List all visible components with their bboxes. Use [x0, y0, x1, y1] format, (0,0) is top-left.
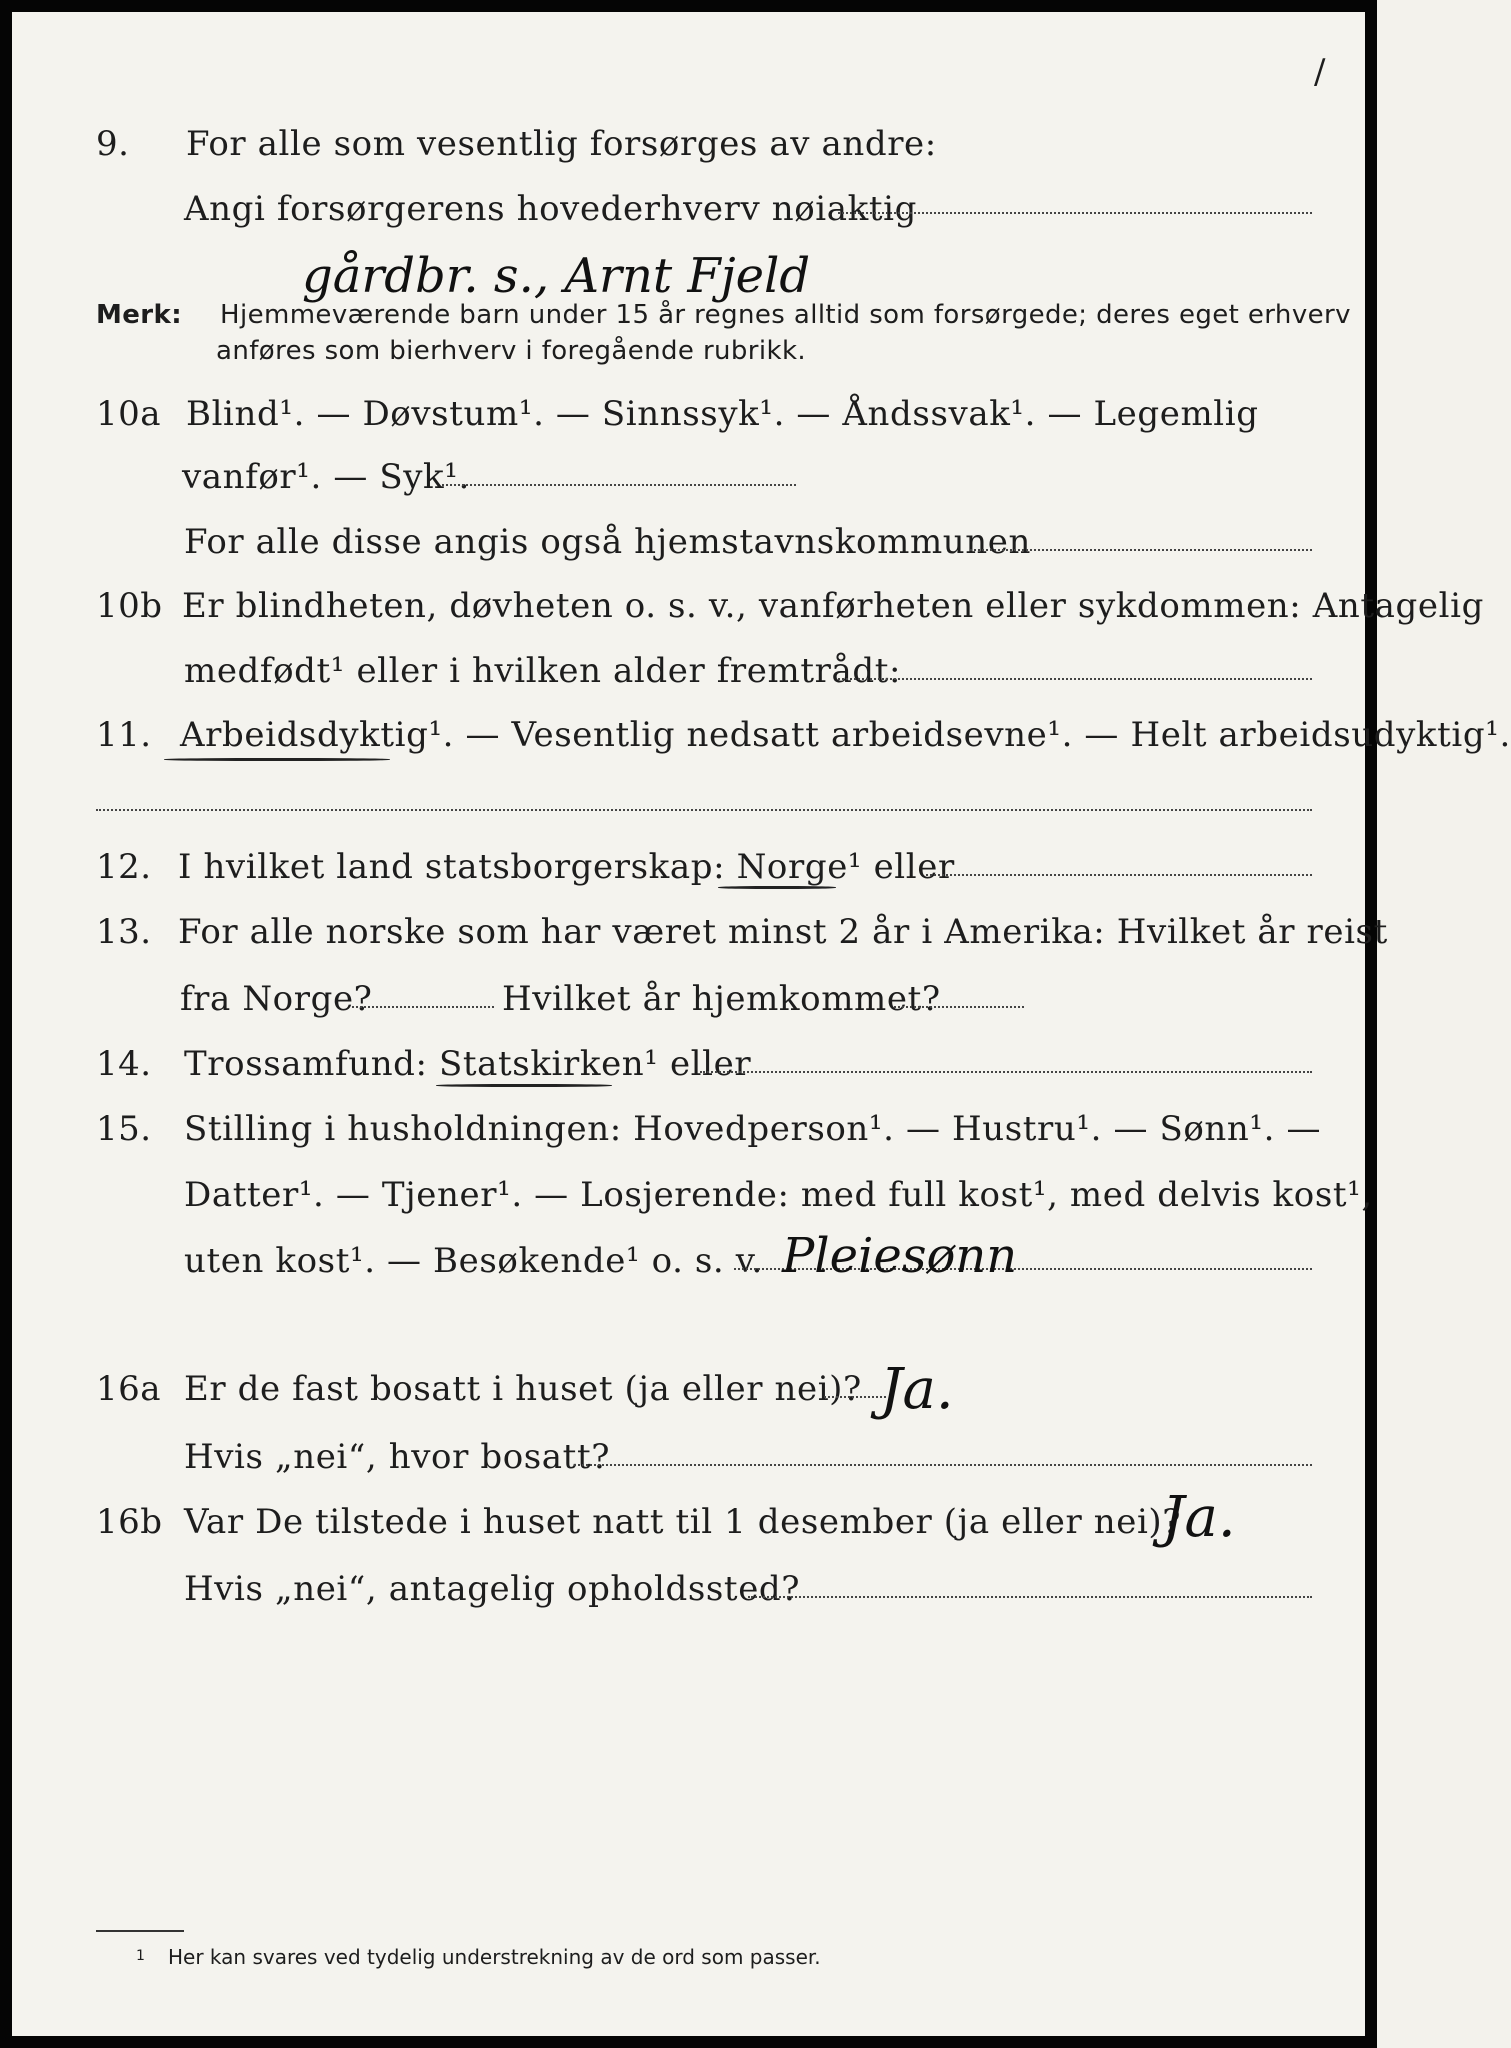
- q12-line1: I hvilket land statsborgerskap: Norge¹ eller: [178, 847, 955, 887]
- q15-line2: Datter¹. — Tjener¹. — Losjerende: med full kost¹, med delvis kost¹,: [184, 1175, 1373, 1215]
- q16a-line2: Hvis „nei“, hvor bosatt?: [184, 1437, 611, 1477]
- merk-line1: Hjemmeværende barn under 15 år regnes alltid som forsørgede; deres eget erhverv: [220, 300, 1351, 330]
- q16b-opholdssted-line: [748, 1596, 1312, 1598]
- q9-number: 9.: [96, 124, 130, 164]
- q10b-line1: Er blindheten, døvheten o. s. v., vanførheten eller sykdommen: Antagelig: [182, 586, 1484, 626]
- q11-line1: Arbeidsdyktig¹. — Vesentlig nedsatt arbeidsevne¹. — Helt arbeidsudyktig¹.: [180, 715, 1511, 755]
- q10b-number: 10b: [96, 586, 163, 626]
- q10a-line1: Blind¹. — Døvstum¹. — Sinnssyk¹. — Åndssvak¹. — Legemlig: [186, 394, 1259, 434]
- q10a-line2: vanfør¹. — Syk¹.: [182, 457, 470, 497]
- merk-line2: anføres som bierhverv i foregående rubrikk.: [216, 336, 807, 366]
- footnote-rule: [96, 1930, 184, 1932]
- q16a-number: 16a: [96, 1369, 162, 1409]
- q10b-answer-line: [838, 678, 1312, 680]
- q10a-line3: For alle disse angis også hjemstavnskommunen: [184, 522, 1031, 562]
- q12-underline-mark: [718, 886, 836, 889]
- q15-handwritten-answer: Pleiesønn: [782, 1228, 1018, 1284]
- footnote-text: Her kan svares ved tydelig understrekning av de ord som passer.: [168, 1945, 821, 1969]
- q14-underline-mark: [436, 1084, 612, 1087]
- q13-line2b: Hvilket år hjemkommet?: [502, 979, 941, 1019]
- merk-label: Merk:: [96, 300, 183, 330]
- q14-line1: Trossamfund: Statskirken¹ eller: [184, 1044, 752, 1084]
- q16a-handwritten-answer: Ja.: [880, 1357, 954, 1422]
- q11-number: 11.: [96, 715, 152, 755]
- q16a-answer-line: [824, 1396, 886, 1398]
- q15-number: 15.: [96, 1109, 152, 1149]
- q10a-number: 10a: [96, 394, 162, 434]
- q13-line2a: fra Norge?: [180, 979, 373, 1019]
- q16b-number: 16b: [96, 1502, 163, 1542]
- q10b-line2: medfødt¹ eller i hvilken alder fremtrådt:: [184, 651, 902, 691]
- q13-number: 13.: [96, 912, 152, 952]
- q9-answer-line: [838, 212, 1312, 214]
- q15-line3: uten kost¹. — Besøkende¹ o. s. v.: [184, 1241, 763, 1281]
- q13-reist-line: [352, 1006, 494, 1008]
- q11-answer-line: [96, 809, 1312, 811]
- q12-number: 12.: [96, 847, 152, 887]
- q10a-syk-line: [442, 484, 796, 486]
- q9-line1: For alle som vesentlig forsørges av andre:: [186, 124, 937, 164]
- q13-hjemkommet-line: [894, 1006, 1024, 1008]
- q9-handwritten-answer: gårdbr. s., Arnt Fjeld: [302, 248, 811, 304]
- q15-line1: Stilling i husholdningen: Hovedperson¹. — Hustru¹. — Sønn¹. —: [184, 1109, 1322, 1149]
- q12-answer-line: [926, 874, 1312, 876]
- q14-number: 14.: [96, 1044, 152, 1084]
- q9-line2: Angi forsørgerens hovederhverv nøiaktig: [184, 189, 917, 229]
- q16b-line2: Hvis „nei“, antagelig opholdssted?: [184, 1569, 801, 1609]
- corner-mark: /: [1314, 52, 1326, 92]
- q16b-line1: Var De tilstede i huset natt til 1 desember (ja eller nei)?: [184, 1502, 1182, 1542]
- q11-underline-mark: [164, 758, 390, 761]
- footnote-mark: 1: [136, 1948, 145, 1964]
- q13-line1: For alle norske som har været minst 2 år i Amerika: Hvilket år reist: [178, 912, 1388, 952]
- q14-answer-line: [700, 1071, 1312, 1073]
- q16b-handwritten-answer: Ja.: [1162, 1485, 1236, 1550]
- q16a-line1: Er de fast bosatt i huset (ja eller nei)?: [184, 1369, 862, 1409]
- q10a-hjemstavn-line: [970, 549, 1312, 551]
- q16a-bosatt-line: [574, 1464, 1312, 1466]
